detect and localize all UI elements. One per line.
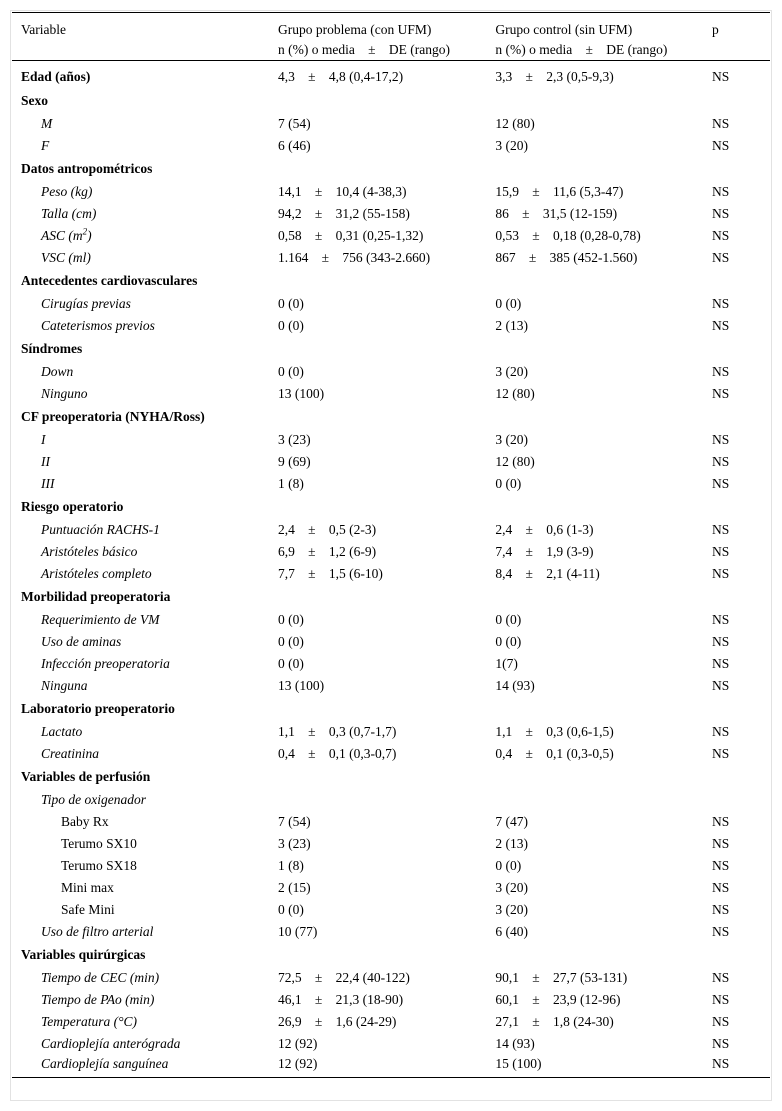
cell-group-problem: 0 (0) bbox=[278, 296, 304, 311]
cell-group-control bbox=[486, 157, 703, 181]
cell-p: NS bbox=[712, 902, 730, 917]
cell-group-control: 0 (0) bbox=[495, 476, 522, 491]
table-row-puntuacion-rachs-1 bbox=[12, 519, 770, 541]
cell-variable: Tiempo de PAo (min) bbox=[41, 992, 155, 1007]
cell-p: NS bbox=[712, 544, 730, 559]
cell-p: NS bbox=[712, 612, 730, 627]
table-body bbox=[12, 61, 770, 1078]
table-row-aristoteles-completo bbox=[12, 563, 770, 585]
table-row-edad-anos bbox=[12, 61, 770, 90]
cell-variable: Uso de filtro arterial bbox=[41, 924, 154, 939]
cell-group-problem: 12 (92) bbox=[278, 1036, 318, 1051]
cell-variable: Cirugías previas bbox=[41, 296, 131, 311]
header-stat-format: n (%) o media ± DE (rango) bbox=[278, 42, 450, 57]
cell-variable: VSC (ml) bbox=[41, 250, 91, 265]
cell-variable: Safe Mini bbox=[61, 902, 115, 917]
cell-variable: Cardioplejía sanguínea bbox=[12, 1055, 269, 1077]
header-group-problem: Grupo problema (con UFM) n (%) o media ± DE (rango) bbox=[269, 13, 486, 61]
cell-variable: Síndromes bbox=[21, 341, 83, 356]
cell-group-problem: 14,1 ± 10,4 (4-38,3) bbox=[278, 184, 407, 199]
cell-group-problem: 10 (77) bbox=[278, 924, 318, 939]
cell-variable: Aristóteles básico bbox=[41, 544, 138, 559]
cell-group-problem: 26,9 ± 1,6 (24-29) bbox=[278, 1014, 397, 1029]
cell-variable: F bbox=[41, 138, 50, 153]
table-row-ii bbox=[12, 451, 770, 473]
cell-group-problem: 72,5 ± 22,4 (40-122) bbox=[278, 970, 410, 985]
cell-variable: Creatinina bbox=[41, 746, 100, 761]
cell-group-control bbox=[486, 89, 703, 113]
cell-group-problem: 0 (0) bbox=[278, 634, 304, 649]
cell-p: NS bbox=[712, 138, 730, 153]
table-row-sexo bbox=[12, 89, 770, 113]
cell-group-problem: 3 (23) bbox=[278, 432, 311, 447]
cell-variable: Talla (cm) bbox=[41, 206, 97, 221]
cell-group-control: 3 (20) bbox=[495, 902, 529, 917]
cell-variable: Datos antropométricos bbox=[21, 161, 153, 176]
cell-group-control: 3 (20) bbox=[495, 880, 529, 895]
cell-group-problem: 0,58 ± 0,31 (0,25-1,32) bbox=[278, 228, 424, 243]
cell-p: NS bbox=[712, 634, 730, 649]
cell-variable: M bbox=[41, 116, 53, 131]
cell-group-problem: 1 (8) bbox=[278, 858, 304, 873]
cell-variable: Cateterismos previos bbox=[41, 318, 155, 333]
cell-group-control: 3 (20) bbox=[495, 364, 529, 379]
cell-group-control bbox=[486, 337, 703, 361]
cell-variable: Peso (kg) bbox=[41, 184, 93, 199]
cell-p bbox=[703, 337, 770, 361]
cell-group-problem: 0 (0) bbox=[278, 656, 304, 671]
table-row-creatinina bbox=[12, 743, 770, 765]
cell-group-problem: 13 (100) bbox=[278, 678, 325, 693]
cell-group-control: 2 (13) bbox=[495, 836, 529, 851]
cell-p: NS bbox=[712, 386, 730, 401]
cell-variable: Tipo de oxigenador bbox=[41, 792, 146, 807]
cell-variable: Terumo SX18 bbox=[61, 858, 137, 873]
cell-group-control: 7,4 ± 1,9 (3-9) bbox=[495, 544, 594, 559]
cell-p bbox=[703, 697, 770, 721]
cell-group-problem: 4,3 ± 4,8 (0,4-17,2) bbox=[278, 69, 404, 84]
cell-group-problem: 1.164 ± 756 (343-2.660) bbox=[278, 250, 431, 265]
cell-variable: Baby Rx bbox=[61, 814, 109, 829]
cell-p: NS bbox=[712, 1036, 730, 1051]
table-row-m bbox=[12, 113, 770, 135]
cell-group-control: 0 (0) bbox=[495, 296, 522, 311]
table-row-f bbox=[12, 135, 770, 157]
header-p: p bbox=[703, 13, 770, 61]
table-row-down bbox=[12, 361, 770, 383]
table-row-talla-cm bbox=[12, 203, 770, 225]
table-row-sindromes bbox=[12, 337, 770, 361]
cell-p: NS bbox=[712, 364, 730, 379]
cell-group-control bbox=[486, 405, 703, 429]
cell-p bbox=[703, 943, 770, 967]
cell-group-problem: 9 (69) bbox=[278, 454, 311, 469]
cell-group-control: 15,9 ± 11,6 (5,3-47) bbox=[495, 184, 624, 199]
cell-group-problem: 1,1 ± 0,3 (0,7-1,7) bbox=[278, 724, 397, 739]
cell-variable: Edad (años) bbox=[21, 69, 91, 84]
cell-group-control: 12 (80) bbox=[495, 386, 535, 401]
cell-group-problem: 13 (100) bbox=[278, 386, 325, 401]
cell-group-control: 86 ± 31,5 (12-159) bbox=[495, 206, 618, 221]
table-header-row bbox=[12, 13, 770, 61]
cell-p: NS bbox=[712, 880, 730, 895]
cell-group-control: 0 (0) bbox=[495, 612, 522, 627]
table-row-aristoteles-basico bbox=[12, 541, 770, 563]
cell-variable: Cardioplejía anterógrada bbox=[41, 1036, 181, 1051]
table-row-datos-antropometricos bbox=[12, 157, 770, 181]
table-row-cateterismos-previos bbox=[12, 315, 770, 337]
cell-variable: ASC $(m^2)$ bbox=[41, 226, 92, 243]
cell-variable: II bbox=[41, 454, 50, 469]
cell-p: NS bbox=[712, 814, 730, 829]
cell-p: NS bbox=[712, 858, 730, 873]
table-row-ninguna bbox=[12, 675, 770, 697]
cell-group-problem: 7 (54) bbox=[278, 116, 311, 131]
cell-group-problem: 0 (0) bbox=[278, 364, 304, 379]
cell-group-control bbox=[486, 943, 703, 967]
cell-group-control: 2 (13) bbox=[495, 318, 529, 333]
cell-variable: Variables quirúrgicas bbox=[21, 947, 146, 962]
cell-p: NS bbox=[712, 992, 730, 1007]
table-row-cf-preoperatoria-nyha-ross bbox=[12, 405, 770, 429]
cell-p: NS bbox=[703, 1055, 770, 1077]
cell-group-problem: 6 (46) bbox=[278, 138, 311, 153]
cell-group-problem: 0 (0) bbox=[278, 612, 304, 627]
table-row-safe-mini bbox=[12, 899, 770, 921]
cell-p: NS bbox=[712, 116, 730, 131]
cell-group-control bbox=[486, 269, 703, 293]
cell-p: NS bbox=[712, 296, 730, 311]
cell-group-problem: 3 (23) bbox=[278, 836, 311, 851]
cell-p: NS bbox=[712, 184, 730, 199]
table-row-tipo-de-oxigenador bbox=[12, 789, 770, 811]
cell-variable: Requerimiento de VM bbox=[41, 612, 160, 627]
cell-variable: Sexo bbox=[21, 93, 48, 108]
table-row-uso-de-filtro-arterial bbox=[12, 921, 770, 943]
cell-p bbox=[703, 269, 770, 293]
header-variable: Variable bbox=[12, 13, 269, 61]
cell-group-control bbox=[486, 789, 703, 811]
cell-group-problem bbox=[269, 943, 486, 967]
cell-group-problem: 6,9 ± 1,2 (6-9) bbox=[278, 544, 377, 559]
cell-group-control: 15 (100) bbox=[486, 1055, 703, 1077]
cell-variable: Mini max bbox=[61, 880, 114, 895]
cell-group-control bbox=[486, 495, 703, 519]
cell-p: NS bbox=[712, 724, 730, 739]
cell-group-control: 12 (80) bbox=[495, 454, 535, 469]
cell-variable: Uso de aminas bbox=[41, 634, 122, 649]
cell-variable: Ninguna bbox=[41, 678, 88, 693]
cell-variable: Aristóteles completo bbox=[41, 566, 152, 581]
cell-group-problem: 0 (0) bbox=[278, 902, 304, 917]
cell-p: NS bbox=[712, 318, 730, 333]
cell-variable: Down bbox=[41, 364, 74, 379]
table-row-iii bbox=[12, 473, 770, 495]
table-row-laboratorio-preoperatorio bbox=[12, 697, 770, 721]
cell-group-control: 14 (93) bbox=[495, 1036, 535, 1051]
cell-variable: Ninguno bbox=[41, 386, 88, 401]
cell-group-problem bbox=[269, 269, 486, 293]
table-row-temperatura-c bbox=[12, 1011, 770, 1033]
cell-group-control: 0,4 ± 0,1 (0,3-0,5) bbox=[495, 746, 614, 761]
cell-group-control bbox=[486, 697, 703, 721]
cell-group-control: 1(7) bbox=[495, 656, 518, 671]
cell-group-control: 8,4 ± 2,1 (4-11) bbox=[495, 566, 600, 581]
cell-group-control: 0 (0) bbox=[495, 634, 522, 649]
cell-variable: Temperatura (°C) bbox=[41, 1014, 138, 1029]
table-row-cardioplejia-anterograda bbox=[12, 1033, 770, 1055]
cell-group-problem: 2,4 ± 0,5 (2-3) bbox=[278, 522, 377, 537]
cell-variable: CF preoperatoria (NYHA/Ross) bbox=[21, 409, 205, 424]
cell-variable: Laboratorio preoperatorio bbox=[21, 701, 175, 716]
cell-group-problem bbox=[269, 89, 486, 113]
cell-group-control bbox=[486, 765, 703, 789]
table-row-antecedentes-cardiovasculares bbox=[12, 269, 770, 293]
cell-group-control: 2,4 ± 0,6 (1-3) bbox=[495, 522, 594, 537]
cell-p bbox=[703, 585, 770, 609]
cell-group-problem bbox=[269, 405, 486, 429]
table-row-vsc-ml bbox=[12, 247, 770, 269]
cell-variable: III bbox=[41, 476, 55, 491]
cell-group-problem: 1 (8) bbox=[278, 476, 304, 491]
cell-p bbox=[703, 765, 770, 789]
table-row-tiempo-de-cec-min bbox=[12, 967, 770, 989]
header-group-control: Grupo control (sin UFM) n (%) o media ± DE (rango) bbox=[486, 13, 703, 61]
cell-p: NS bbox=[712, 206, 730, 221]
cell-group-control: 867 ± 385 (452-1.560) bbox=[495, 250, 638, 265]
cell-p: NS bbox=[712, 1014, 730, 1029]
cell-group-problem bbox=[269, 789, 486, 811]
table-row-ninguno bbox=[12, 383, 770, 405]
cell-p: NS bbox=[712, 250, 730, 265]
cell-p bbox=[703, 157, 770, 181]
table-row-variables-quirurgicas bbox=[12, 943, 770, 967]
cell-p: NS bbox=[712, 228, 730, 243]
cell-p: NS bbox=[712, 522, 730, 537]
table-row-terumo-sx10 bbox=[12, 833, 770, 855]
cell-p: NS bbox=[712, 678, 730, 693]
cell-group-control: 6 (40) bbox=[495, 924, 529, 939]
cell-group-problem: 2 (15) bbox=[278, 880, 311, 895]
table-row-morbilidad-preoperatoria bbox=[12, 585, 770, 609]
cell-group-problem bbox=[269, 337, 486, 361]
cell-variable: Lactato bbox=[41, 724, 83, 739]
header-stat-format: n (%) o media ± DE (rango) bbox=[495, 42, 668, 57]
cell-p bbox=[703, 789, 770, 811]
cell-group-control: 3 (20) bbox=[495, 432, 529, 447]
comparison-table bbox=[12, 12, 770, 1078]
cell-group-problem bbox=[269, 765, 486, 789]
cell-p: NS bbox=[712, 970, 730, 985]
cell-group-control: 14 (93) bbox=[495, 678, 535, 693]
cell-p bbox=[703, 495, 770, 519]
cell-group-control: 0,53 ± 0,18 (0,28-0,78) bbox=[495, 228, 641, 243]
cell-p: NS bbox=[712, 69, 730, 84]
table-row-cardioplejia-sanguinea bbox=[12, 1055, 770, 1077]
cell-variable: Tiempo de CEC (min) bbox=[41, 970, 160, 985]
cell-group-problem: 0 (0) bbox=[278, 318, 304, 333]
cell-p: NS bbox=[712, 836, 730, 851]
table-row-mini-max bbox=[12, 877, 770, 899]
cell-variable: Puntuación RACHS-1 bbox=[41, 522, 160, 537]
table-row-uso-de-aminas bbox=[12, 631, 770, 653]
cell-group-problem: 94,2 ± 31,2 (55-158) bbox=[278, 206, 410, 221]
cell-variable: I bbox=[41, 432, 46, 447]
table-row-terumo-sx18 bbox=[12, 855, 770, 877]
cell-p bbox=[703, 89, 770, 113]
cell-group-problem: 0,4 ± 0,1 (0,3-0,7) bbox=[278, 746, 397, 761]
cell-group-problem: 12 (92) bbox=[269, 1055, 486, 1077]
cell-group-control: 3,3 ± 2,3 (0,5-9,3) bbox=[495, 69, 614, 84]
table-row-i bbox=[12, 429, 770, 451]
cell-group-problem: 46,1 ± 21,3 (18-90) bbox=[278, 992, 404, 1007]
cell-group-control: 3 (20) bbox=[495, 138, 529, 153]
table-row-lactato bbox=[12, 721, 770, 743]
cell-group-control: 27,1 ± 1,8 (24-30) bbox=[495, 1014, 614, 1029]
cell-variable: Terumo SX10 bbox=[61, 836, 137, 851]
cell-group-control: 0 (0) bbox=[495, 858, 522, 873]
cell-group-control: 1,1 ± 0,3 (0,6-1,5) bbox=[495, 724, 614, 739]
cell-group-problem: 7 (54) bbox=[278, 814, 311, 829]
cell-variable: Variables de perfusión bbox=[21, 769, 151, 784]
cell-p: NS bbox=[712, 476, 730, 491]
cell-group-control: 60,1 ± 23,9 (12-96) bbox=[495, 992, 621, 1007]
cell-variable: Riesgo operatorio bbox=[21, 499, 124, 514]
table-row-infeccion-preoperatoria bbox=[12, 653, 770, 675]
table-row-peso-kg bbox=[12, 181, 770, 203]
table-row-asc-m2 bbox=[12, 225, 770, 247]
cell-p: NS bbox=[712, 566, 730, 581]
table-row-cirugias-previas bbox=[12, 293, 770, 315]
table-row-tiempo-de-pao-min bbox=[12, 989, 770, 1011]
table-row-baby-rx bbox=[12, 811, 770, 833]
cell-p: NS bbox=[712, 746, 730, 761]
cell-group-control: 90,1 ± 27,7 (53-131) bbox=[495, 970, 628, 985]
cell-group-control: 7 (47) bbox=[495, 814, 529, 829]
cell-group-problem bbox=[269, 495, 486, 519]
cell-group-control bbox=[486, 585, 703, 609]
cell-group-problem: 7,7 ± 1,5 (6-10) bbox=[278, 566, 383, 581]
cell-group-problem bbox=[269, 585, 486, 609]
table-row-riesgo-operatorio bbox=[12, 495, 770, 519]
table-row-variables-de-perfusion bbox=[12, 765, 770, 789]
cell-variable: Infección preoperatoria bbox=[41, 656, 170, 671]
cell-p: NS bbox=[712, 432, 730, 447]
cell-group-problem bbox=[269, 157, 486, 181]
cell-variable: Antecedentes cardiovasculares bbox=[21, 273, 198, 288]
table-row-requerimiento-de-vm bbox=[12, 609, 770, 631]
cell-p: NS bbox=[712, 656, 730, 671]
cell-group-problem bbox=[269, 697, 486, 721]
cell-p: NS bbox=[712, 924, 730, 939]
cell-variable: Morbilidad preoperatoria bbox=[21, 589, 171, 604]
cell-p bbox=[703, 405, 770, 429]
cell-group-control: 12 (80) bbox=[495, 116, 535, 131]
cell-p: NS bbox=[712, 454, 730, 469]
